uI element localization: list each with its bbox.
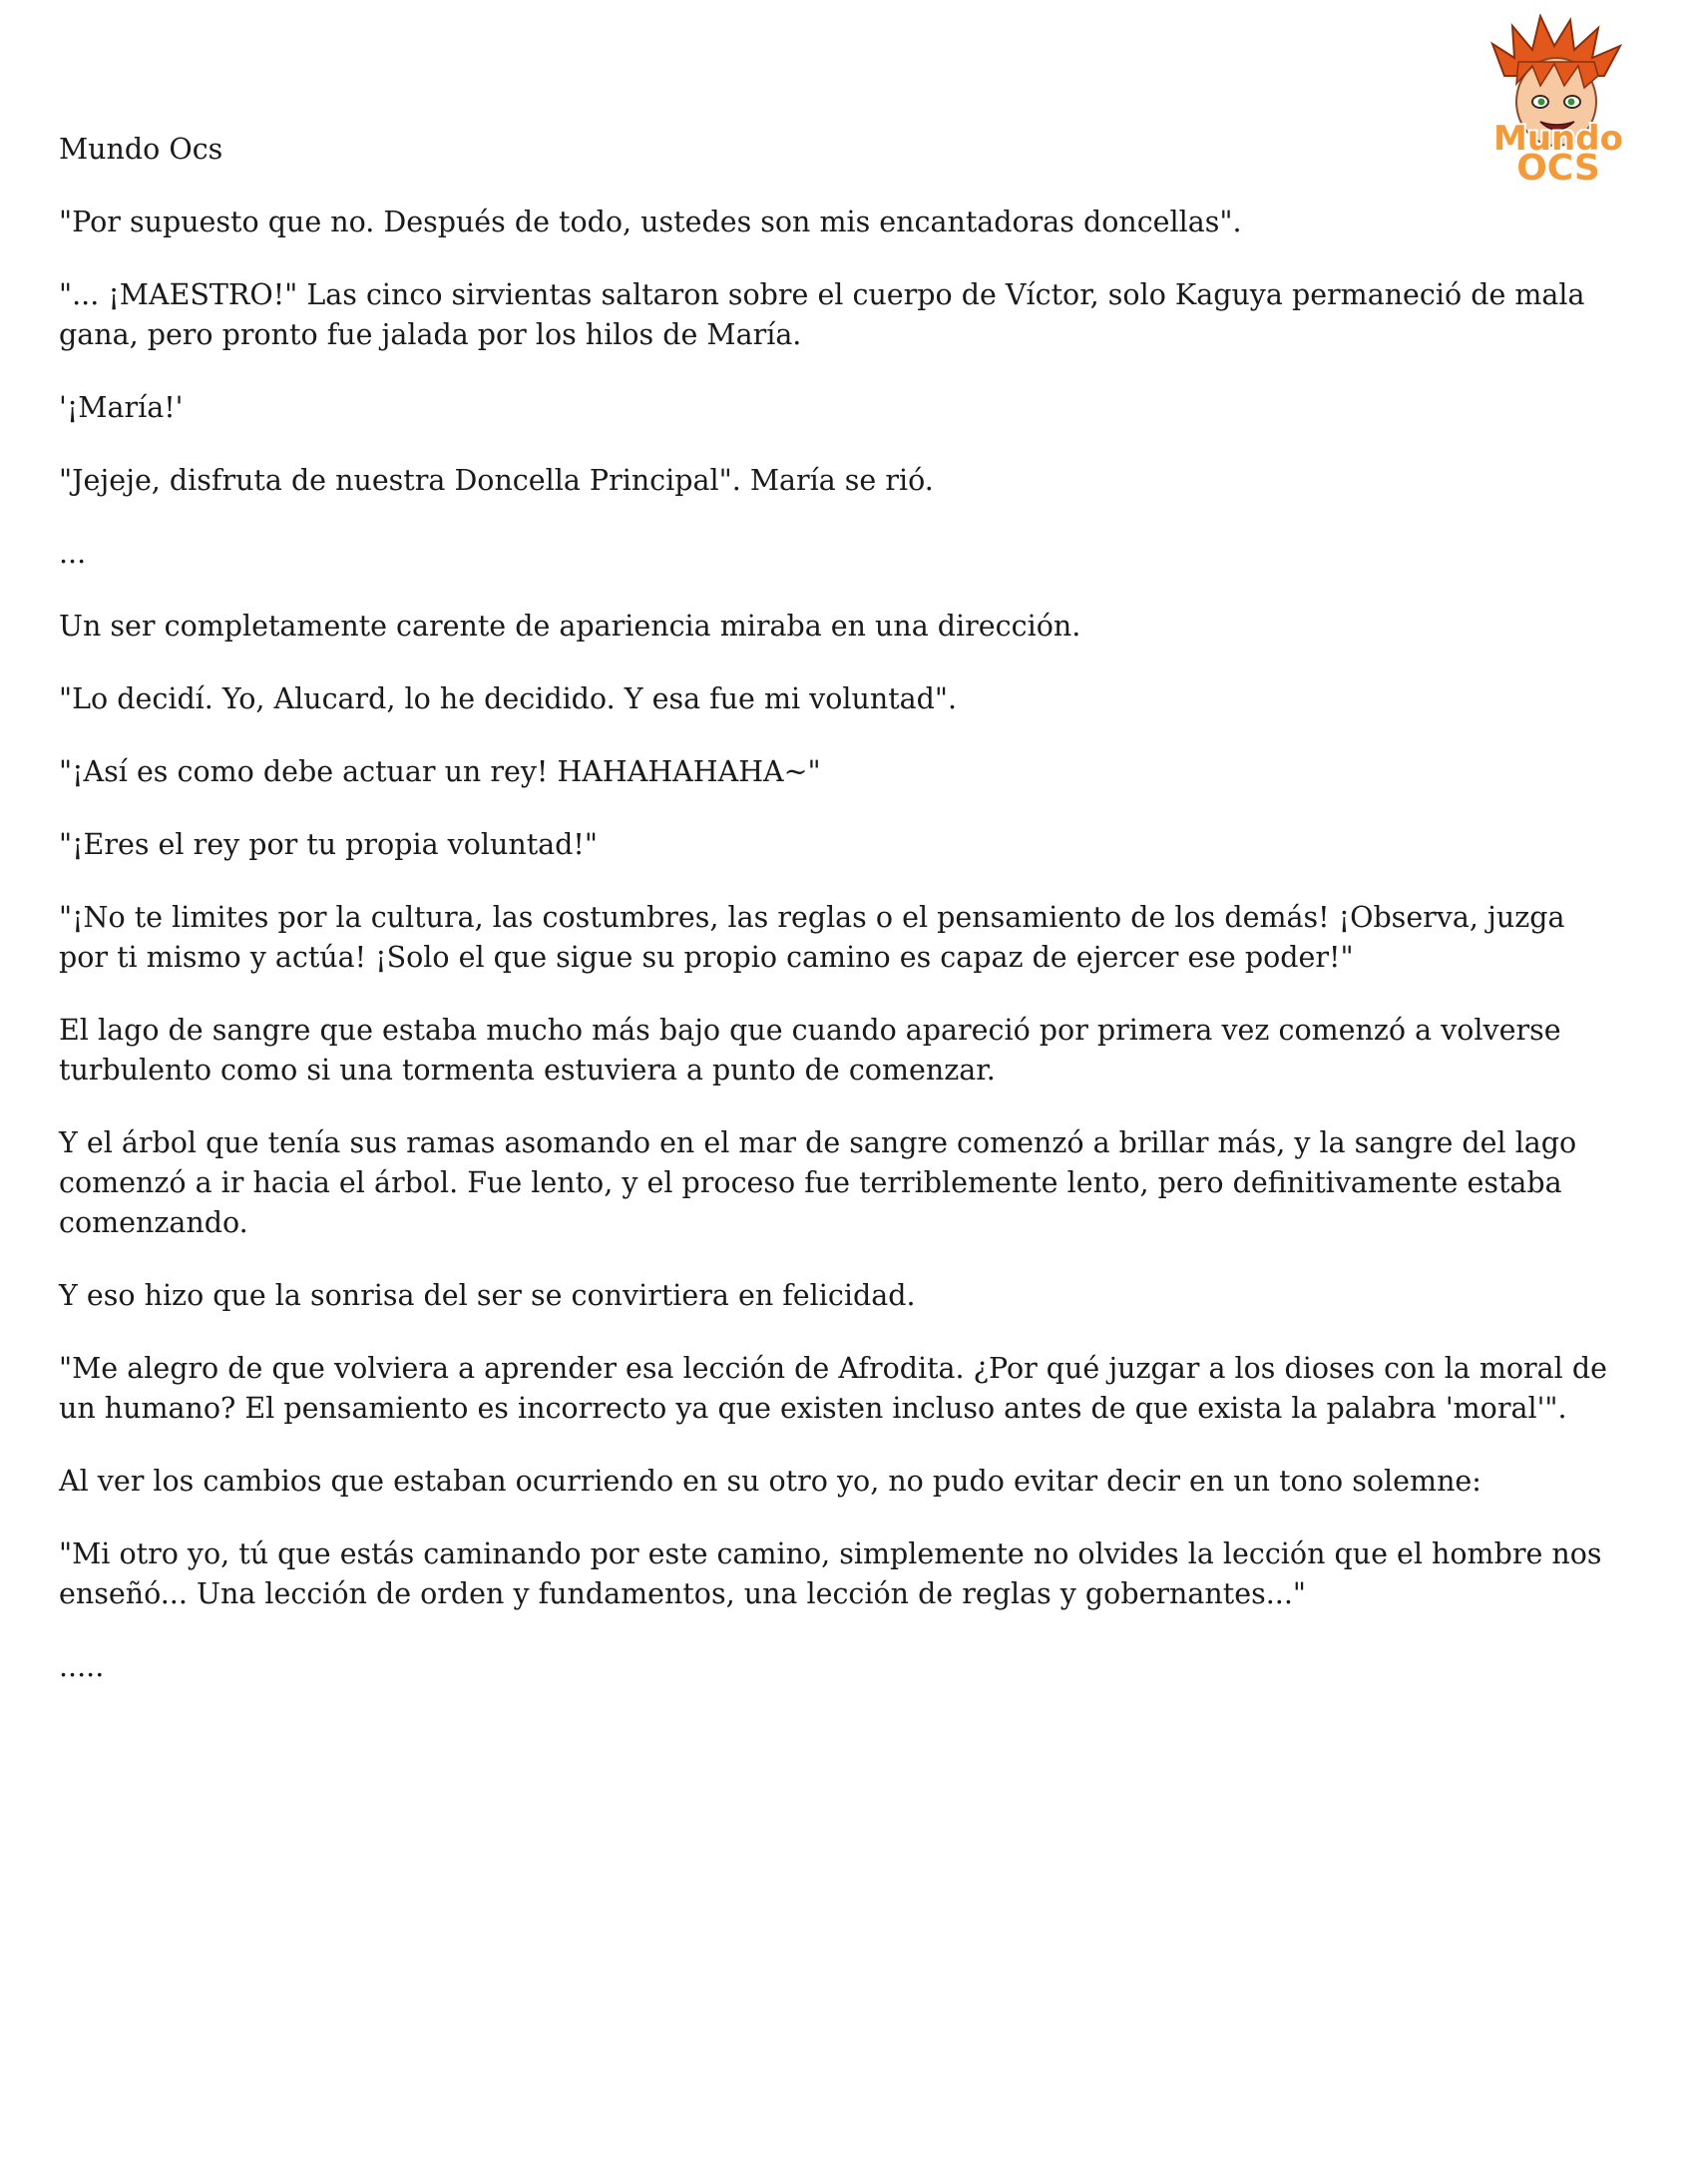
paragraph: Un ser completamente carente de apariencia miraba en una dirección. (59, 610, 1081, 643)
paragraph: "Me alegro de que volviera a aprender esa lección de Afrodita. ¿Por qué juzgar a los dioses con la moral de un humano? El pensamiento es incorrecto ya que existen incluso antes de que exista la palabra 'moral'". (59, 1352, 1607, 1425)
paragraph: "Mi otro yo, tú que estás caminando por este camino, simplemente no olvides la lección que el hombre nos enseñó... Una lección de orden y fundamentos, una lección de reglas y gobernantes..." (59, 1537, 1602, 1610)
paragraph: '¡María!' (59, 391, 184, 424)
paragraph: ... (59, 537, 87, 570)
paragraph: "Por supuesto que no. Después de todo, ustedes son mis encantadoras doncellas". (59, 206, 1242, 238)
paragraph: "¡Eres el rey por tu propia voluntad!" (59, 828, 598, 861)
document-body (59, 130, 1615, 1720)
paragraph: "¡No te limites por la cultura, las costumbres, las reglas o el pensamiento de los demás! ¡Observa, juzga por ti mismo y actúa! ¡Solo el que sigue su propio camino es capaz de ejercer ese poder!" (59, 901, 1565, 974)
paragraph: Al ver los cambios que estaban ocurriendo en su otro yo, no pudo evitar decir en un tono solemne: (59, 1465, 1481, 1498)
paragraph: ..... (59, 1650, 105, 1683)
paragraph: "... ¡MAESTRO!" Las cinco sirvientas saltaron sobre el cuerpo de Víctor, solo Kaguya permaneció de mala gana, pero pronto fue jalada por los hilos de María. (59, 278, 1585, 351)
svg-text:OCS: OCS (1516, 148, 1600, 186)
paragraph: Y el árbol que tenía sus ramas asomando en el mar de sangre comenzó a brillar más, y la sangre del lago comenzó a ir hacia el árbol. Fue lento, y el proceso fue terriblemente lento, pero definitivamente estaba comenzando. (59, 1126, 1577, 1239)
paragraph: "Jejeje, disfruta de nuestra Doncella Principal". María se rió. (59, 464, 934, 497)
paragraph: El lago de sangre que estaba mucho más bajo que cuando apareció por primera vez comenzó a volverse turbulento como si una tormenta estuviera a punto de comenzar. (59, 1014, 1561, 1087)
svg-text:Mundo: Mundo (1493, 119, 1623, 159)
paragraph: Mundo Ocs (59, 133, 223, 166)
paragraph: "Lo decidí. Yo, Alucard, lo he decidido. Y esa fue mi voluntad". (59, 682, 958, 715)
paragraph: Y eso hizo que la sonrisa del ser se convirtiera en felicidad. (59, 1279, 916, 1312)
paragraph: "¡Así es como debe actuar un rey! HAHAHAHAHA~" (59, 755, 821, 788)
